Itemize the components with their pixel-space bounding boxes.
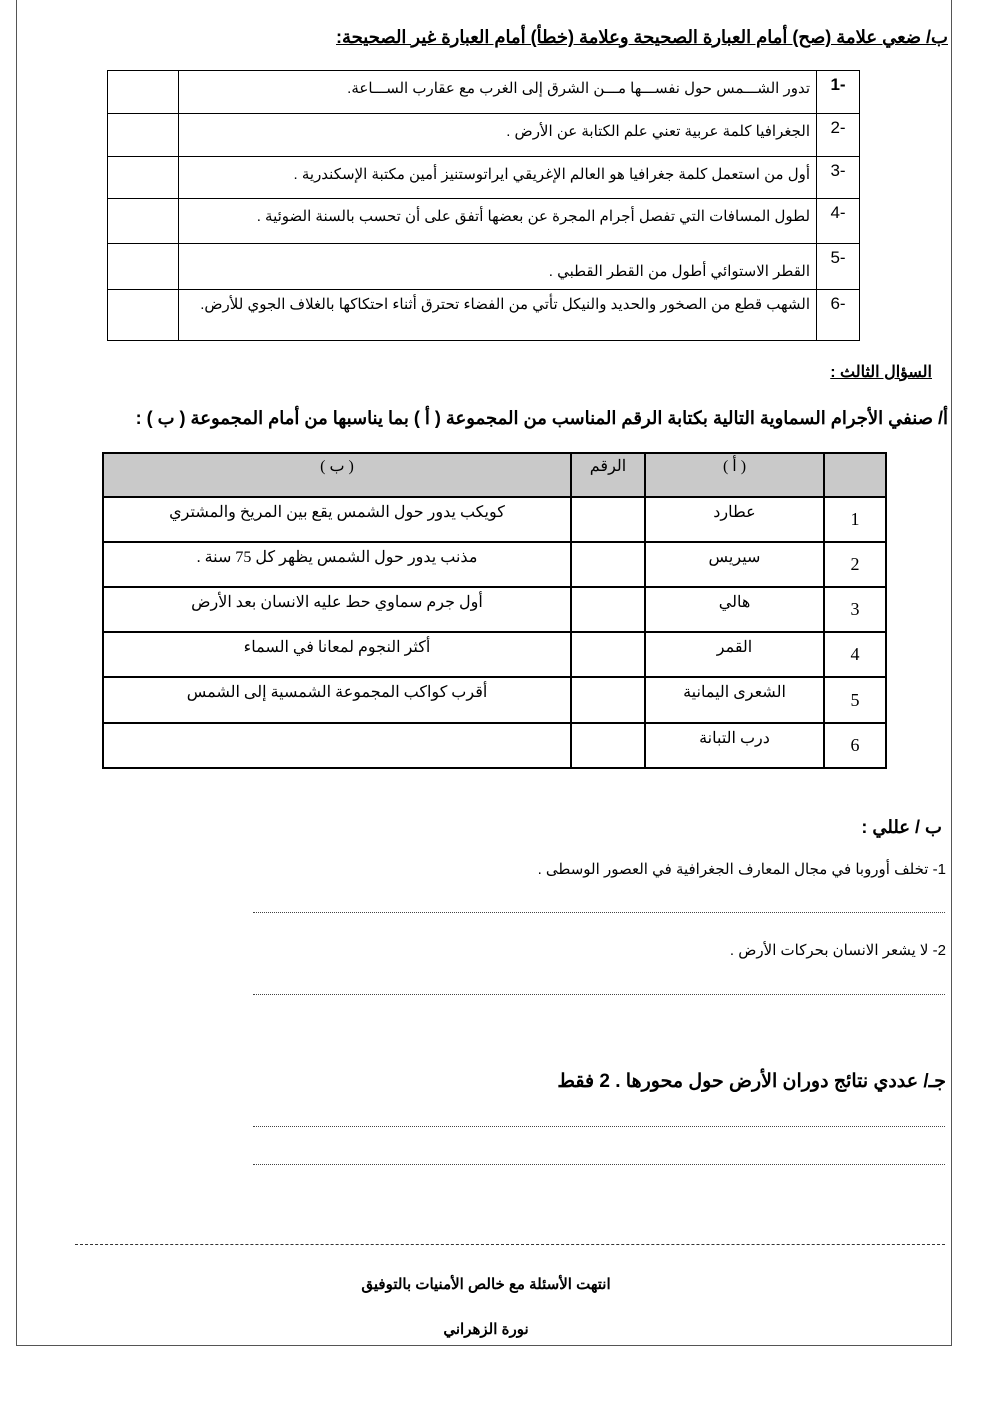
answer-cell[interactable] [108,157,179,199]
header-number [824,453,886,497]
statement: تدور الشـــمس حول نفســـها مـــن الشرق إلى الغرب مع عقارب الســـاعة. [178,71,816,114]
group-b-item: أقرب كواكب المجموعة الشمسية إلى الشمس [103,677,571,723]
teacher-name: نورة الزهراني [443,1321,529,1338]
list-results-heading: جـ/ عددي نتائج دوران الأرض حول محورها . 2 فقط [557,1071,946,1092]
question-three-title: السؤال الثالث : [830,364,932,381]
answer-number-cell[interactable] [571,632,645,677]
group-a-item: سيريس [645,542,824,587]
answer-cell[interactable] [108,199,179,244]
answer-line[interactable] [253,1126,945,1127]
header-group-a: ( أ ) [645,453,824,497]
answer-line[interactable] [253,912,945,913]
group-a-item: القمر [645,632,824,677]
true-false-table [107,70,860,341]
matching-table [102,452,887,769]
header-number-column: الرقم [571,453,645,497]
answer-cell[interactable] [108,114,179,157]
true-false-heading: ب/ ضعي علامة (صح) أمام العبارة الصحيحة وعلامة (خطأ) أمام العبارة غير الصحيحة: [336,27,948,47]
group-b-item: أكثر النجوم لمعانا في السماء [103,632,571,677]
group-a-item: الشعرى اليمانية [645,677,824,723]
explain-item: 1- تخلف أوروبا في مجال المعارف الجغرافية في العصور الوسطى . [537,861,946,878]
answer-number-cell[interactable] [571,677,645,723]
statement: القطر الاستوائي أطول من القطر القطبي . [178,244,816,290]
divider [75,1244,945,1245]
row-number: -5 [817,244,860,290]
row-index: 5 [824,677,886,723]
answer-line[interactable] [253,1164,945,1165]
answer-cell[interactable] [108,71,179,114]
group-b-item: أول جرم سماوي حط عليه الانسان بعد الأرض [103,587,571,632]
row-number: -1 [817,71,860,114]
row-number: -2 [817,114,860,157]
row-index: 3 [824,587,886,632]
header-group-b: ( ب ) [103,453,571,497]
answer-number-cell[interactable] [571,497,645,542]
closing-message: انتهت الأسئلة مع خالص الأمنيات بالتوفيق [361,1276,611,1293]
group-a-item: عطارد [645,497,824,542]
explain-heading: ب / عللي : [861,817,942,837]
statement: الجغرافيا كلمة عربية تعني علم الكتابة عن الأرض . [178,114,816,157]
answer-cell[interactable] [108,244,179,290]
row-number: -4 [817,199,860,244]
row-index: 2 [824,542,886,587]
answer-cell[interactable] [108,290,179,341]
classification-heading: أ/ صنفي الأجرام السماوية التالية بكتابة الرقم المناسب من المجموعة ( أ ) بما يناسبها من أمام المجموعة ( ب ) : [135,408,948,428]
row-index: 1 [824,497,886,542]
statement: لطول المسافات التي تفصل أجرام المجرة عن بعضها أتفق على أن تحسب بالسنة الضوئية . [178,199,816,244]
answer-number-cell[interactable] [571,723,645,768]
group-a-item: درب التبانة [645,723,824,768]
answer-line[interactable] [253,994,945,995]
explain-item: 2- لا يشعر الانسان بحركات الأرض . [729,942,946,959]
row-index: 6 [824,723,886,768]
group-b-item: مذنب يدور حول الشمس يظهر كل 75 سنة . [103,542,571,587]
row-number: -3 [817,157,860,199]
statement: الشهب قطع من الصخور والحديد والنيكل تأتي من الفضاء تحترق أثناء احتكاكها بالغلاف الجوي للأرض. [178,290,816,341]
answer-number-cell[interactable] [571,542,645,587]
group-b-item: كويكب يدور حول الشمس يقع بين المريخ والمشتري [103,497,571,542]
answer-number-cell[interactable] [571,587,645,632]
statement: أول من استعمل كلمة جغرافيا هو العالم الإغريقي ايراتوستنيز أمين مكتبة الإسكندرية . [178,157,816,199]
group-a-item: هالي [645,587,824,632]
group-b-item [103,723,571,768]
row-index: 4 [824,632,886,677]
row-number: -6 [817,290,860,341]
